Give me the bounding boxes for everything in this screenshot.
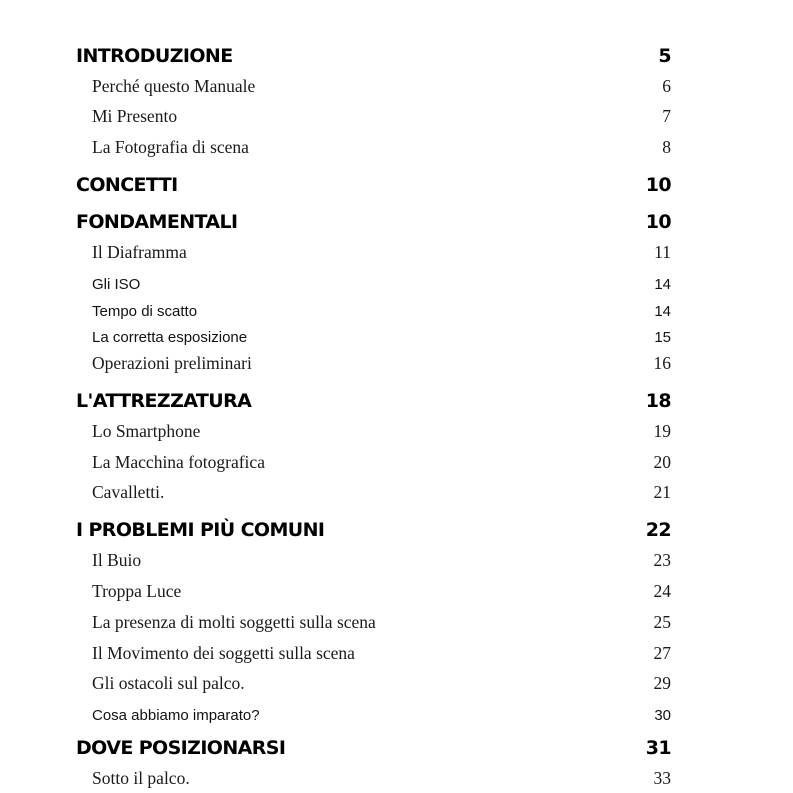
toc-page-number: 30 — [654, 707, 671, 724]
toc-entry[interactable] — [92, 276, 671, 293]
toc-heading-title: FONDAMENTALI — [76, 211, 238, 233]
toc-entry-title: La corretta esposizione — [92, 329, 248, 346]
toc-entry-title: La Macchina fotografica — [92, 452, 265, 472]
toc-heading[interactable] — [76, 390, 671, 412]
toc-entry-title: Cavalletti. — [92, 482, 165, 502]
toc-entry[interactable] — [92, 353, 671, 374]
toc-heading[interactable] — [76, 45, 671, 67]
toc-page-number: 14 — [654, 276, 671, 293]
toc-page-number: 23 — [653, 550, 671, 570]
toc-heading[interactable] — [76, 737, 671, 759]
toc-page-number: 5 — [658, 45, 671, 67]
toc-entry[interactable] — [92, 768, 671, 789]
toc-entry[interactable] — [92, 482, 671, 503]
toc-page-number: 33 — [653, 768, 671, 788]
toc-entry-title: Sotto il palco. — [92, 768, 190, 788]
toc-entry[interactable] — [92, 550, 671, 571]
toc-entry-title: Il Movimento dei soggetti sulla scena — [92, 643, 355, 663]
toc-heading-title: CONCETTI — [76, 174, 178, 196]
toc-entry-title: La Fotografia di scena — [92, 137, 249, 157]
toc-page-number: 18 — [645, 390, 671, 412]
toc-entry[interactable] — [92, 303, 671, 320]
toc-page-number: 25 — [653, 612, 671, 632]
toc-entry-title: Il Diaframma — [92, 242, 187, 262]
toc-heading[interactable] — [76, 174, 671, 196]
toc-entry[interactable] — [92, 242, 671, 263]
toc-entry[interactable] — [92, 581, 671, 602]
toc-page-number: 19 — [653, 421, 671, 441]
toc-entry-title: Operazioni preliminari — [92, 353, 252, 373]
toc-entry-title: Gli ostacoli sul palco. — [92, 673, 245, 693]
toc-heading-title: L'ATTREZZATURA — [76, 390, 252, 412]
toc-entry[interactable] — [92, 643, 671, 664]
toc-page-number: 15 — [654, 329, 671, 346]
toc-entry[interactable] — [92, 137, 671, 158]
toc-page-number: 10 — [645, 211, 671, 233]
toc-entry[interactable] — [92, 76, 671, 97]
toc-page-number: 6 — [662, 76, 671, 96]
toc-heading-title: I PROBLEMI PIÙ COMUNI — [76, 519, 325, 541]
toc-page-number: 21 — [653, 482, 671, 502]
toc-heading-title: INTRODUZIONE — [76, 45, 233, 67]
toc-page-number: 14 — [654, 303, 671, 320]
toc-entry-title: Cosa abbiamo imparato? — [92, 707, 260, 724]
toc-page-number: 27 — [653, 643, 671, 663]
toc-entry-title: Perché questo Manuale — [92, 76, 256, 96]
toc-entry[interactable] — [92, 452, 671, 473]
toc-entry-title: La presenza di molti soggetti sulla scena — [92, 612, 376, 632]
toc-entry-title: Il Buio — [92, 550, 142, 570]
toc-page-number: 29 — [653, 673, 671, 693]
toc-entry[interactable] — [92, 329, 671, 346]
toc-entry[interactable] — [92, 421, 671, 442]
toc-page-number: 7 — [662, 106, 671, 126]
toc-page-number: 22 — [645, 519, 671, 541]
toc-heading-title: DOVE POSIZIONARSI — [76, 737, 286, 759]
toc-entry-title: Troppa Luce — [92, 581, 182, 601]
toc-page-number: 10 — [645, 174, 671, 196]
toc-page-number: 20 — [653, 452, 671, 472]
toc-entry[interactable] — [92, 612, 671, 633]
toc-entry-title: Mi Presento — [92, 106, 178, 126]
toc-heading[interactable] — [76, 211, 671, 233]
toc-page-number: 24 — [653, 581, 671, 601]
toc-entry-title: Gli ISO — [92, 276, 141, 293]
toc-entry[interactable] — [92, 106, 671, 127]
toc-entry-title: Tempo di scatto — [92, 303, 198, 320]
toc-page-number: 31 — [645, 737, 671, 759]
toc-page-number: 16 — [653, 353, 671, 373]
toc-entry[interactable] — [92, 673, 671, 694]
toc-entry-title: Lo Smartphone — [92, 421, 201, 441]
toc-heading[interactable] — [76, 519, 671, 541]
toc-page-number: 8 — [662, 137, 671, 157]
toc-entry[interactable] — [92, 707, 671, 724]
toc-page-number: 11 — [654, 242, 671, 262]
